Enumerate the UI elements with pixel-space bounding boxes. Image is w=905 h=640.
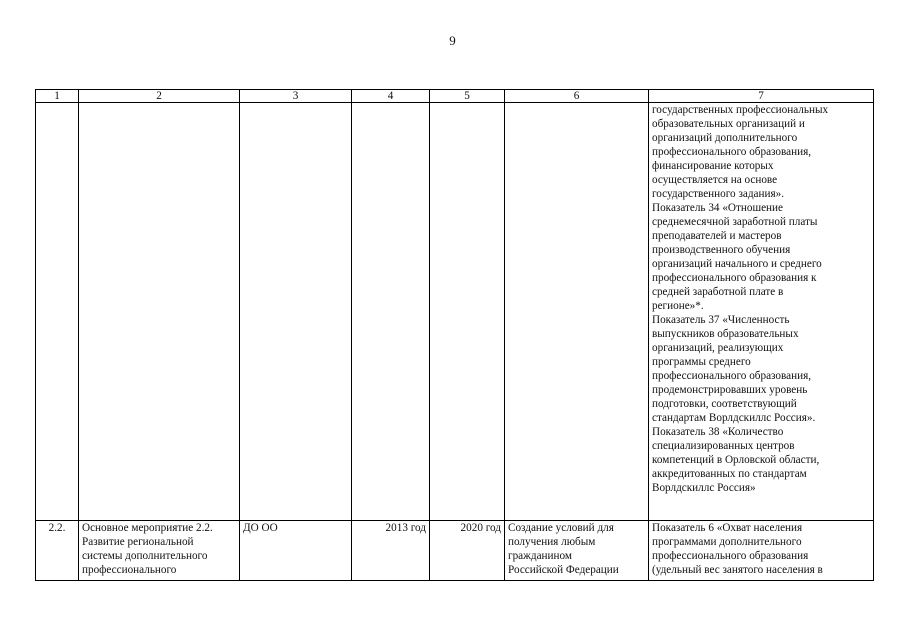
table-header-row	[36, 90, 874, 103]
indicator-line: Показатель 37 «Численность	[652, 314, 790, 326]
indicator-line: профессионального образования,	[652, 370, 812, 382]
indicator-line: программами дополнительного	[652, 536, 802, 548]
expected-result-cell	[505, 521, 649, 581]
indicator-line: Показатель 38 «Количество	[652, 426, 784, 438]
indicator-line: стандартам Ворлдскиллс Россия».	[652, 412, 816, 424]
indicator-line: организаций дополнительного	[652, 132, 798, 144]
measure-name-line: Развитие региональной	[82, 536, 194, 548]
indicator-line: Показатель 6 «Охват населения	[652, 522, 803, 534]
indicator-line: выпускников образовательных	[652, 328, 799, 340]
indicator-line: производственного обучения	[652, 244, 791, 256]
indicator-line: Показатель 34 «Отношение	[652, 202, 783, 214]
row-number-cell: 2.2.	[36, 521, 79, 581]
expected-result-line: гражданином	[508, 550, 572, 562]
indicator-line: образовательных организаций и	[652, 118, 805, 130]
continued-cell-1	[36, 103, 79, 521]
continued-cell-6	[505, 103, 649, 521]
table-row-2-2	[36, 521, 874, 581]
indicator-line: профессионального образования,	[652, 146, 812, 158]
indicator-line: осуществляется на основе	[652, 174, 778, 186]
measure-name-line: профессионального	[82, 564, 177, 576]
program-measures-table	[35, 89, 874, 581]
header-col-5: 5	[430, 90, 505, 103]
header-col-4: 4	[352, 90, 430, 103]
indicators-cell	[649, 521, 874, 581]
header-col-3: 3	[240, 90, 352, 103]
continued-cell-2	[79, 103, 240, 521]
measure-name-cell	[79, 521, 240, 581]
indicator-line: специализированных центров	[652, 440, 795, 452]
indicator-line: подготовки, соответствующий	[652, 398, 797, 410]
responsible-cell: ДО ОО	[240, 521, 352, 581]
measure-name-line: системы дополнительного	[82, 550, 208, 562]
indicator-line: среднемесячной заработной платы	[652, 216, 818, 228]
indicator-line: (удельный вес занятого населения в	[652, 564, 823, 576]
indicator-line: Ворлдскиллс Россия»	[652, 482, 756, 494]
indicator-line: профессионального образования к	[652, 272, 817, 284]
indicator-line: компетенций в Орловской области,	[652, 454, 820, 466]
end-year-cell: 2020 год	[430, 521, 505, 581]
table-row-continued	[36, 103, 874, 521]
header-col-6: 6	[505, 90, 649, 103]
header-col-7: 7	[649, 90, 874, 103]
continued-indicators-cell	[649, 103, 874, 521]
continued-cell-4	[352, 103, 430, 521]
indicator-line: организаций начального и среднего	[652, 258, 822, 270]
indicator-line: организаций, реализующих	[652, 342, 784, 354]
start-year-cell: 2013 год	[352, 521, 430, 581]
expected-result-line: Российской Федерации	[508, 564, 619, 576]
indicator-line: аккредитованных по стандартам	[652, 468, 807, 480]
indicator-line: средней заработной плате в	[652, 286, 784, 298]
page-number: 9	[449, 33, 456, 48]
indicator-line: продемонстрировавших уровень	[652, 384, 808, 396]
indicator-line: регионе»*.	[652, 300, 704, 312]
header-col-2: 2	[79, 90, 240, 103]
indicator-line: финансирование которых	[652, 160, 774, 172]
continued-cell-3	[240, 103, 352, 521]
expected-result-line: получения любым	[508, 536, 596, 548]
indicator-line: профессионального образования	[652, 550, 809, 562]
indicator-line: преподавателей и мастеров	[652, 230, 782, 242]
expected-result-line: Создание условий для	[508, 522, 614, 534]
continued-cell-5	[430, 103, 505, 521]
header-col-1: 1	[36, 90, 79, 103]
measure-name-line: Основное мероприятие 2.2.	[82, 522, 213, 534]
indicator-line: государственных профессиональных	[652, 104, 829, 116]
indicator-line: государственного задания».	[652, 188, 784, 200]
indicator-line: программы среднего	[652, 356, 751, 368]
